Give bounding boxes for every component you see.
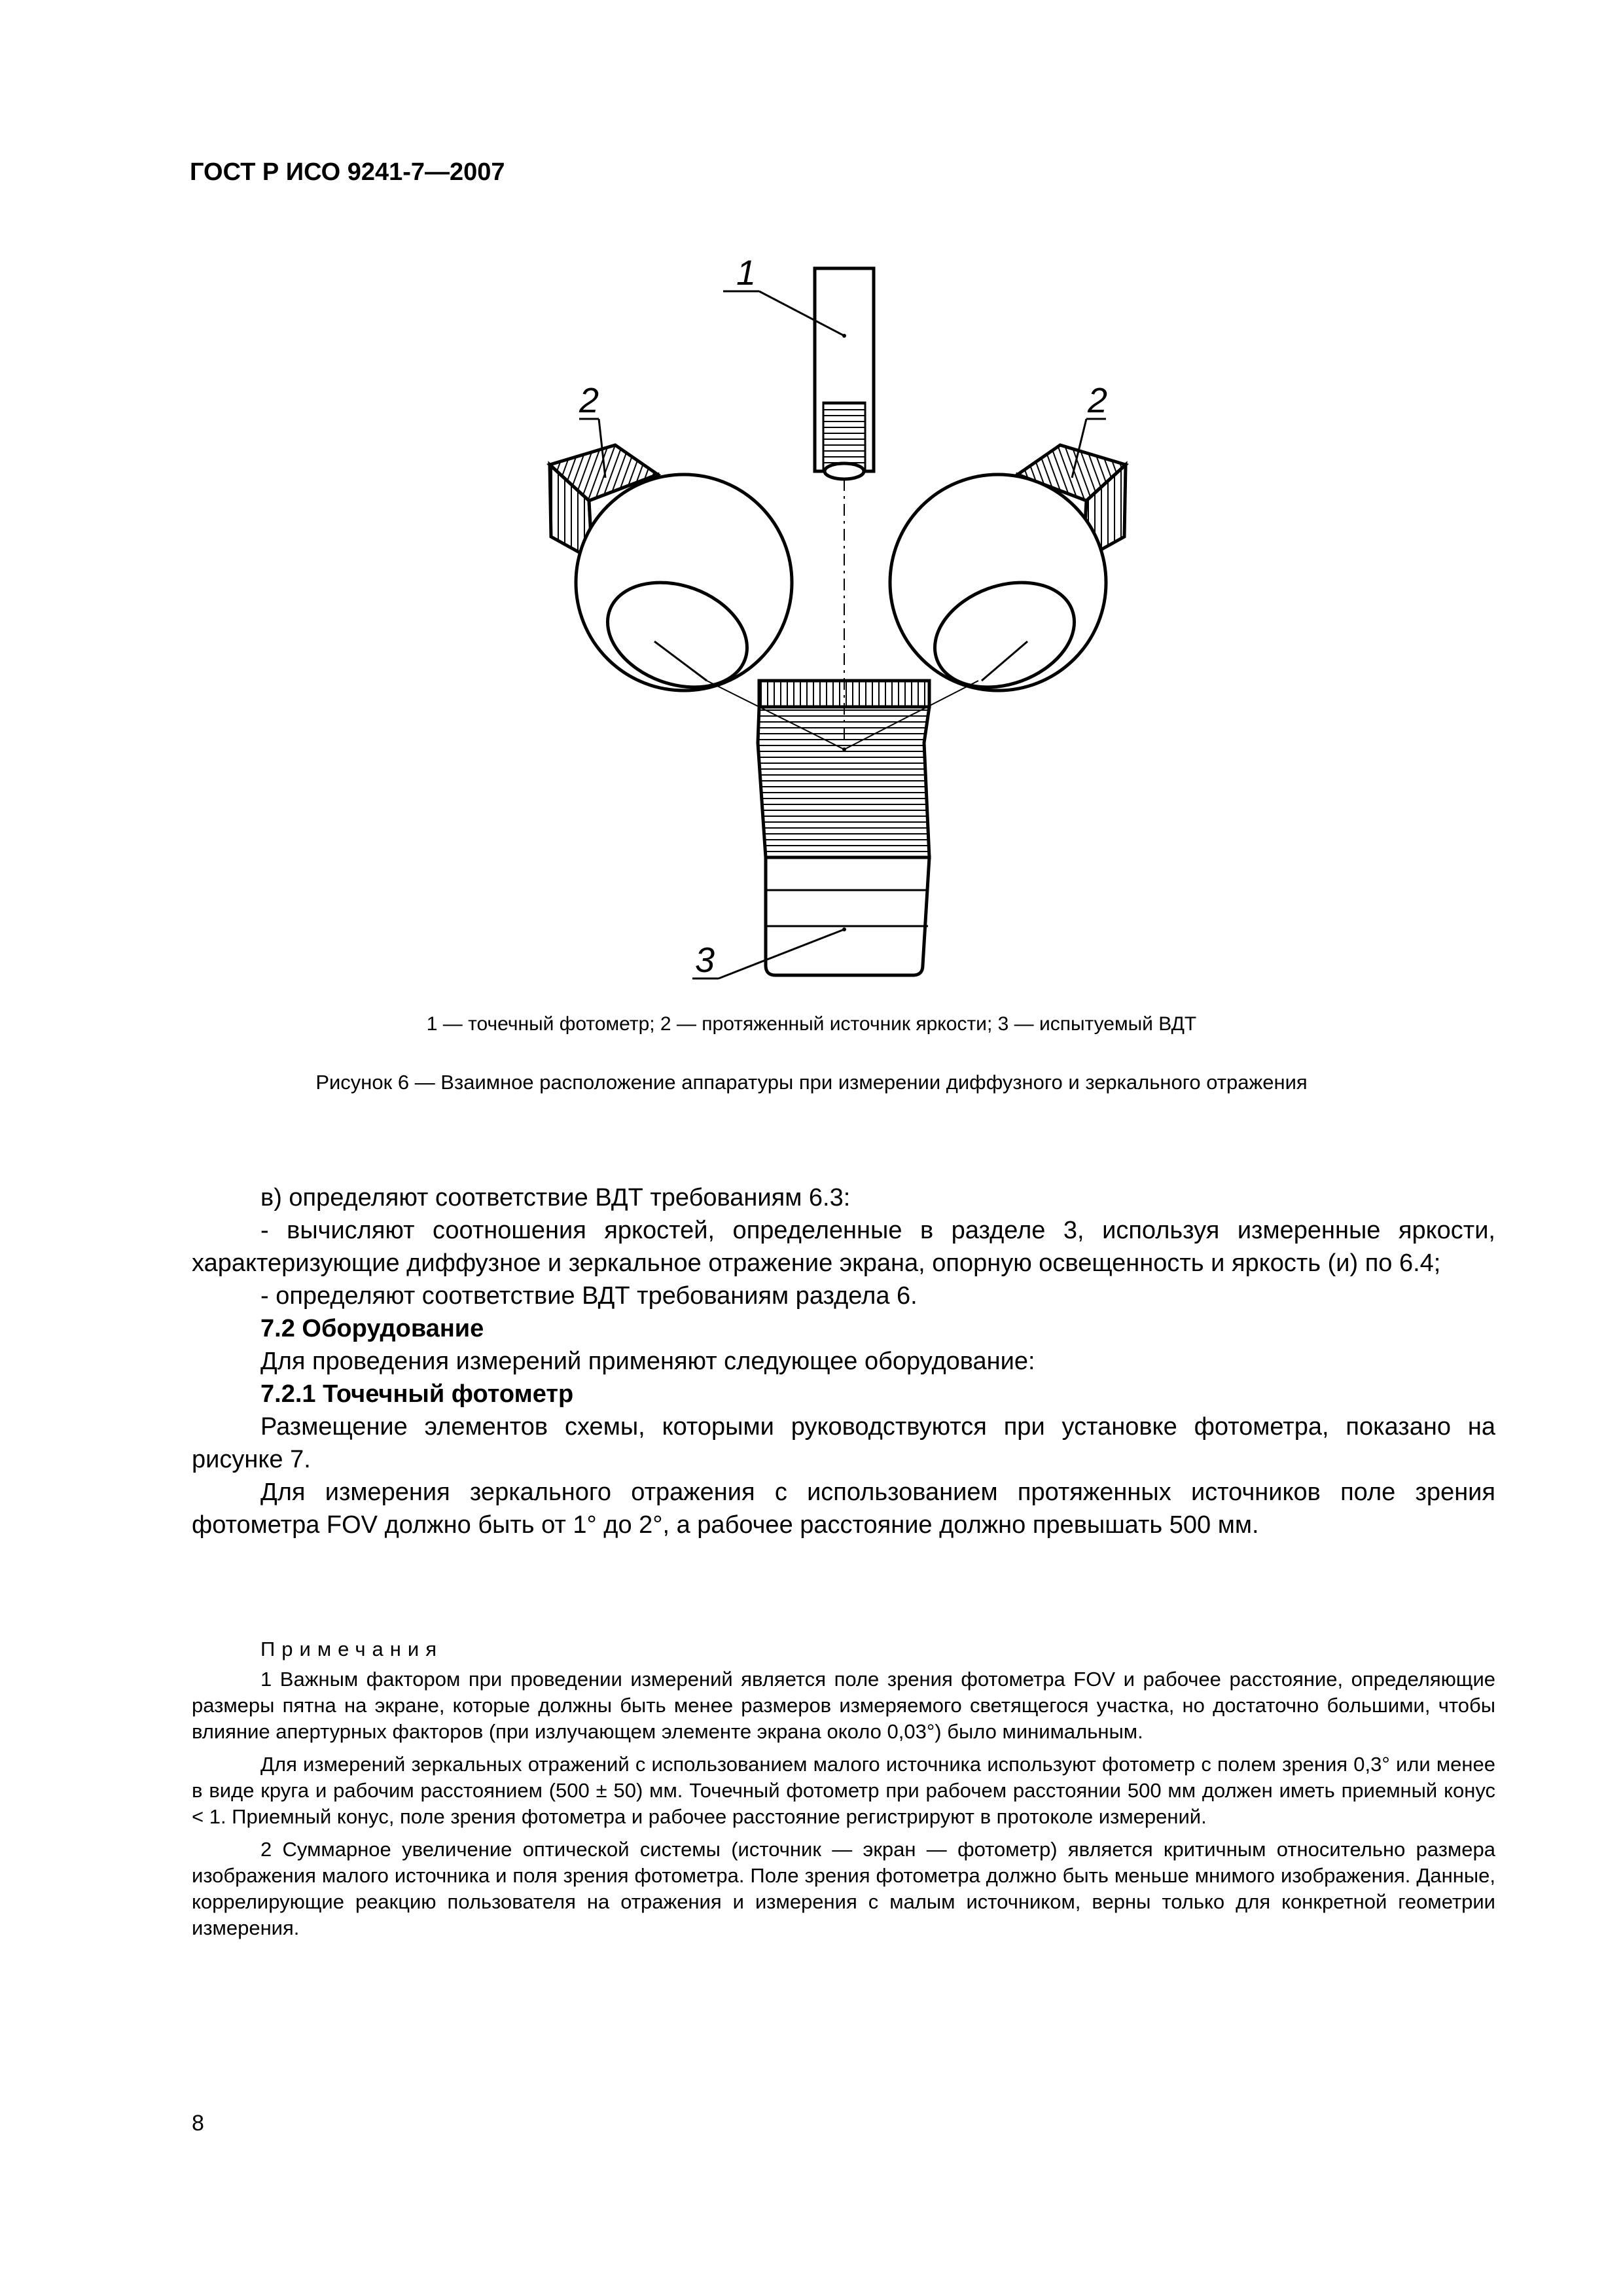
- sphere-left: [576, 475, 792, 706]
- note: 2 Суммарное увеличение оптической системы (источник — экран — фотометр) является критичным относительно размера изображения малого источника и поля зрения фотометра. Поле зрения фотометра должно быть меньше мнимого изображения. Данные, коррелирующие реакцию пользователя на отражения и измерения с малым источником, верны только для конкретной геометрии измерения.: [192, 1838, 1495, 1939]
- note: Для измерений зеркальных отражений с использованием малого источника используют фотометр с полем зрения 0,3° или менее в виде круга и рабочим расстоянием (500 ± 50) мм. Точечный фотометр при рабочем расстоянии 500 мм должен иметь приемный конус < 1. Приемный конус, поле зрения фотометра и рабочее расстояние регистрируют в протоколе измерений.: [192, 1753, 1495, 1828]
- figure-caption: Рисунок 6 — Взаимное расположение аппаратуры при измерении диффузного и зеркального отражения: [315, 1071, 1308, 1094]
- label-1: 1: [736, 253, 757, 293]
- note: 1 Важным фактором при проведении измерений является поле зрения фотометра FOV и рабочее расстояние, определяющие размеры пятна на экране, которые должны быть менее размеров измеряемого светящегося участка, но достаточно большими, чтобы влияние апертурных факторов (при излучающем элементе экрана около 0,03°) было минимальным.: [192, 1668, 1495, 1743]
- figure-legend: 1 — точечный фотометр; 2 — протяженный источник яркости; 3 — испытуемый ВДТ: [426, 1013, 1197, 1035]
- paragraph: Для проведения измерений применяют следующее оборудование:: [260, 1348, 1035, 1375]
- paragraph: Для измерения зеркального отражения с использованием протяженных источников поле зрения фотометра FOV должно быть от 1° до 2°, а рабочее расстояние должно превышать 500 мм.: [192, 1479, 1495, 1539]
- page-number: 8: [192, 2111, 204, 2136]
- label-3: 3: [695, 941, 715, 980]
- photometer: [815, 268, 874, 479]
- notes-title: Примечания: [260, 1638, 443, 1660]
- label-2-right: 2: [1088, 381, 1108, 420]
- section-heading: 7.2 Оборудование: [260, 1315, 484, 1342]
- paragraph: в) определяют соответствие ВДТ требованиям 6.3:: [260, 1184, 851, 1211]
- subsection-heading: 7.2.1 Точечный фотометр: [260, 1380, 574, 1408]
- sphere-right: [890, 475, 1106, 706]
- document-header: ГОСТ Р ИСО 9241-7—2007: [190, 158, 505, 186]
- figure-6-diagram: [510, 249, 1165, 988]
- notes: [192, 1636, 1495, 1948]
- label-2-left: 2: [579, 381, 599, 420]
- paragraph: - определяют соответствие ВДТ требованиям раздела 6.: [260, 1282, 918, 1310]
- body-text: [192, 1181, 1495, 1541]
- paragraph: - вычисляют соотношения яркостей, определенные в разделе 3, используя измеренные яркости, характеризующие диффузное и зеркальное отражение экрана, опорную освещенность и яркость (и) по 6.4;: [192, 1217, 1495, 1277]
- paragraph: Размещение элементов схемы, которыми руководствуются при установке фотометра, показано на рисунке 7.: [192, 1413, 1495, 1473]
